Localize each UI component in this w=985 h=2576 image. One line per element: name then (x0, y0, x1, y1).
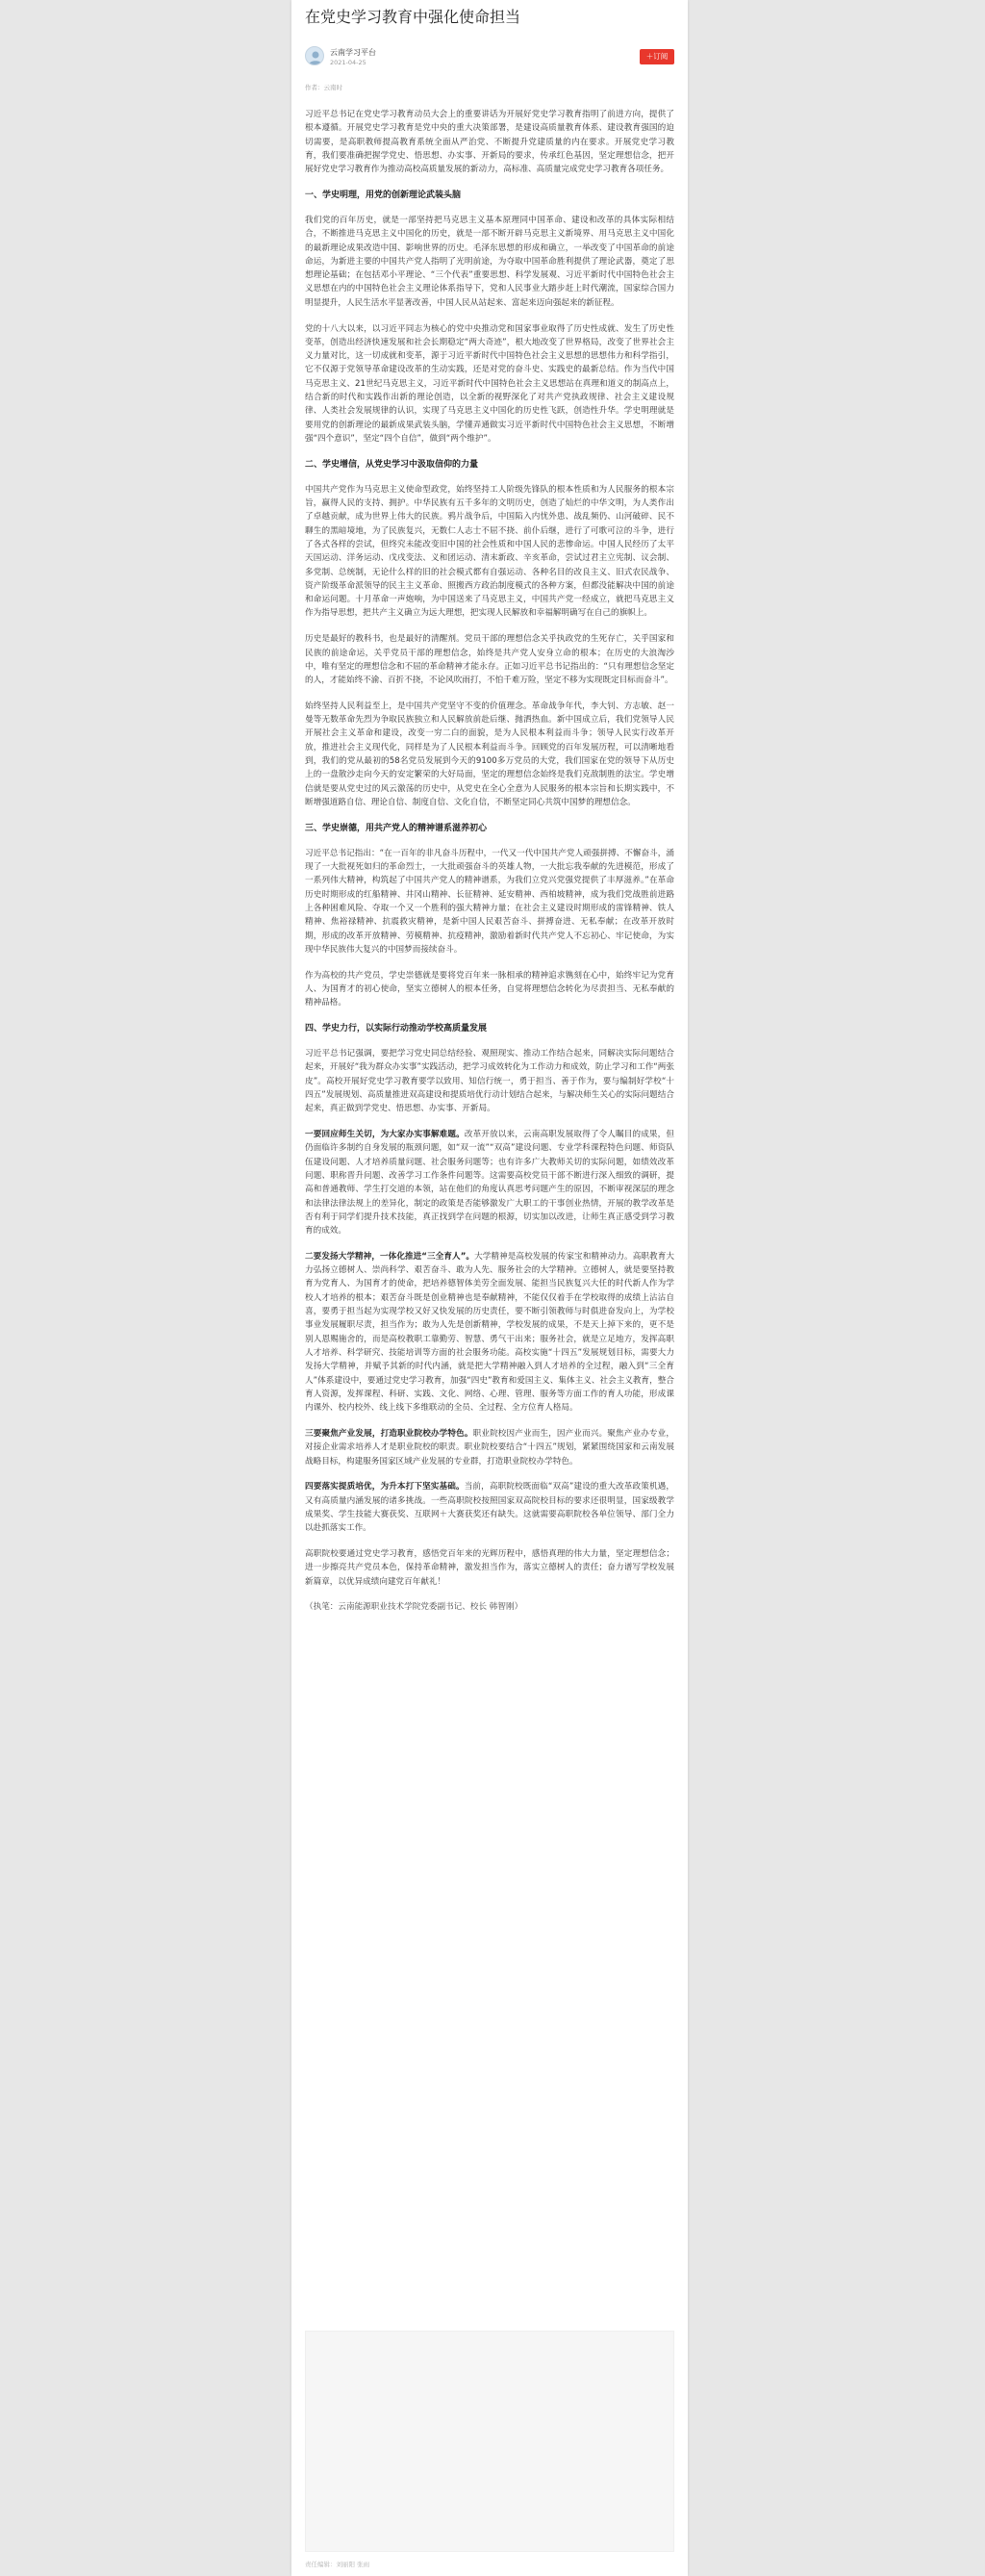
article-paragraph (305, 1427, 674, 1468)
intro-paragraph: 习近平总书记在党史学习教育动员大会上的重要讲话为开展好党史学习教育指明了前进方向，提供了根本遵循。开展党史学习教育是党中央的重大决策部署，是建设高质量教育体系、建设教育强国的迫切需要，是高职教师提高教育系统全面从严治党、不断提升党建质量的内在要求。开展党史学习教育，我们要准确把握学党史、悟思想、办实事、开新局的要求，传承红色基因，坚定理想信念，把开展好党史学习教育作为推动高校高质量发展的新动力，高标准、高质量完成党史学习教育各项任务。 (305, 110, 674, 175)
paragraph-lead: 三要聚焦产业发展，打造职业院校办学特色。 (305, 1428, 473, 1439)
article-paragraph: 中国共产党作为马克思主义使命型政党，始终坚持工人阶级先锋队的根本性质和为人民服务的根本宗旨，赢得人民的支持、拥护。中华民族有五千多年的文明历史，创造了灿烂的中华文明，为人类作出了卓越贡献，成为世界上伟大的民族。鸦片战争后，中国陷入内忧外患、战乱频仍、山河破碎、民不聊生的黑暗境地，为了民族复兴，无数仁人志士不屈不挠、前仆后继，进行了可歌可泣的斗争，进行了各式各样的尝试，但终究未能改变旧中国的社会性质和中国人民的悲惨命运。中国人民经历了太平天国运动、洋务运动、戊戌变法、义和团运动、清末新政、辛亥革命，尝试过君主立宪制、议会制、多党制、总统制，无论什么样的旧的社会模式都有自强运动、各种名目的改良主义、旧式农民战争、资产阶级革命派领导的民主主义革命、照搬西方政治制度模式的各种方案，但都没能解决中国的前途和命运问题。十月革命一声炮响，为中国送来了马克思主义，中国共产党一经成立，就把马克思主义作为指导思想，把共产主义确立为远大理想，把实现人民解放和幸福解明确写在自己的旗帜上。 (305, 484, 674, 619)
byline: 作者：云南时 (305, 84, 342, 91)
section-heading: 三、学史崇德，用共产党人的精神谱系滋养初心 (305, 823, 488, 833)
paragraph-lead: 二要发扬大学精神，一体化推进“三全育人”。 (305, 1251, 475, 1262)
author-avatar[interactable] (305, 46, 324, 65)
article-page (291, 0, 688, 2576)
article-paragraph: 习近平总书记强调，要把学习党史同总结经验、观照现实、推动工作结合起来，同解决实际问题结合起来，开展好“我为群众办实事”实践活动，把学习成效转化为工作动力和成效，防止学习和工作“两张皮”。高校开展好党史学习教育要学以致用、知信行统一，勇于担当、善于作为，要与编制好学校“十四五”发展规划、高质量推进双高建设和提质培优行动计划结合起来，与解决师生关心的实际问题结合起来，真正做到学党史、悟思想、办实事、开新局。 (305, 1049, 674, 1114)
content-placeholder (305, 2331, 674, 2552)
article-paragraph: 历史是最好的教科书，也是最好的清醒剂。党员干部的理想信念关乎执政党的生死存亡，关乎国家和民族的前途命运，关乎党员干部的理想信念，始终是共产党人安身立命的根本；在历史的大浪淘沙中，唯有坚定的理想信念和不屈的革命精神才能永存。正如习近平总书记指出的：“只有理想信念坚定的人，才能始终不渝、百折不挠，不论风吹雨打，不怕千难万险，坚定不移为实现既定目标而奋斗”。 (305, 634, 674, 686)
paragraph-lead: 四要落实提质培优，为升本打下坚实基础。 (305, 1482, 465, 1492)
article-paragraph (305, 1250, 674, 1416)
footer-note: 责任编辑：刘丽阳 张雨 (305, 2561, 370, 2568)
follow-button[interactable]: ＋订阅 (640, 49, 674, 64)
author-row (305, 42, 674, 71)
article-paragraph: 作为高校的共产党员，学史崇德就是要将党百年来一脉相承的精神追求镌刻在心中，始终牢记为党育人、为国育才的初心使命，坚实立德树人的根本任务，自觉将理想信念转化为尽责担当、无私奉献的精神品格。 (305, 970, 674, 1008)
article-body (305, 108, 674, 1626)
article-paragraph: 党的十八大以来，以习近平同志为核心的党中央推动党和国家事业取得了历史性成就、发生了历史性变革，创造出经济快速发展和社会长期稳定“两大奇迹”，根大地改变了世界格局，改变了世界社会主义力量对比，这一切成就和变革，源于习近平新时代中国特色社会主义思想的思想伟力和科学指引，它不仅源于党领导革命建设改革的生动实践，还是对党的奋斗史、实践史的最新总结。作为当代中国马克思主义、21世纪马克思主义，习近平新时代中国特色社会主义思想站在真理和道义的制高点上，结合新的时代和实践作出新的理论创造，以全新的视野深化了对共产党执政规律、社会主义建设规律、人类社会发展规律的认识，实现了马克思主义中国化的历史性飞跃，创造性升华。学史明理就是要用党的创新理论的最新成果武装头脑，学懂弄通做实习近平新时代中国特色社会主义思想，不断增强“四个意识”，坚定“四个自信”，做到“两个维护”。 (305, 323, 674, 444)
paragraph-lead: 一要回应师生关切，为大家办实事解难题。 (305, 1130, 465, 1140)
article-paragraph: 高职院校要通过党史学习教育，感悟党百年来的光辉历程中，感悟真理的伟大力量，坚定理想信念；进一步擦亮共产党员本色，保持革命精神，激发担当作为，落实立德树人的责任；奋力谱写学校发展新篇章，以优异成绩向建党百年献礼！ (305, 1549, 674, 1587)
article-paragraph (305, 1128, 674, 1237)
section-heading: 二、学史增信，从党史学习中汲取信仰的力量 (305, 459, 479, 470)
paragraph-text: 改革开放以来，云南高职发展取得了令人瞩目的成果，但仍面临许多制约自身发展的瓶颈问题，如“双一流”“双高”建设问题、专业学科课程特色问题、师资队伍建设问题、人才培养质量问题、社会服务问题等；也有许多广大教师关切的实际问题，如绩效改革问题、职称晋升问题、改善学习工作条件问题等。这需要高校党员干部不断进行深入细致的调研，提高和普通教师、学生打交道的本领，站在他们的角度认真思考问题产生的原因，不断审视深层的理念和法律法律法规上的差异化，制定的政策是否能够激发广大职工的干事创业热情，开展的教学改革是否有利于同学们提升技术技能，真正找到学在问题的根源，切实加以改进，让师生真正感受到学习教育的成效。 (305, 1130, 674, 1237)
author-signature: （执笔：云南能源职业技术学院党委副书记、校长 韩智刚） (305, 1602, 523, 1613)
user-icon (306, 47, 324, 65)
author-name[interactable]: 云南学习平台 (330, 48, 376, 57)
publish-date: 2021-04-25 (330, 59, 366, 66)
article-title: 在党史学习教育中强化使命担当 (305, 8, 521, 26)
section-heading: 一、学史明理，用党的创新理论武装头脑 (305, 190, 462, 200)
paragraph-text: 职业院校因产业而生，因产业而兴。聚焦产业办专业，对接企业需求培养人才是职业院校的职责。职业院校要结合“十四五”规划，紧紧围绕国家和云南发展战略目标，构建服务国家区域产业发展的专业群，打造职业院校办学特色。 (305, 1428, 674, 1467)
section-heading: 四、学史力行，以实际行动推动学校高质量发展 (305, 1024, 488, 1034)
paragraph-text: 当前，高职院校既面临“双高”建设的重大改革政策机遇，又有高质量内涵发展的诸多挑战。一些高职院校按照国家双高院校目标的要求还很明显，国家级教学成果奖、学生技能大赛获奖、互联网＋大赛获奖还有缺失。这就需要高职院校各单位领导、部门全力以赴抓落实工作。 (305, 1482, 674, 1534)
article-paragraph: 始终坚持人民利益至上，是中国共产党坚守不变的价值理念。革命战争年代，李大钊、方志敏、赵一曼等无数革命先烈为争取民族独立和人民解放前赴后继、抛洒热血。新中国成立后，我们党领导人民开展社会主义革命和建设，改变一穷二白的面貌，是为人民根本利益而斗争；领导人民实行改革开放，推进社会主义现代化，同样是为了人民根本利益而斗争。回顾党的百年发展历程，可以清晰地看到，我们的党从最初的58名党员发展到今天的9100多万党员的大党，我们国家在党的领导下从历史上的一盘散沙走向今天的安定繁荣的大好局面，坚定的理想信念始终是我们克敌制胜的法宝。学史增信就是要从党史过的风云激荡的历史中，从党史在全心全意为人民服务的根本宗旨和长期实践中，不断增强道路自信、理论自信、制度自信、文化自信，不断坚定同心共筑中国梦的理想信念。 (305, 701, 674, 807)
article-paragraph (305, 1480, 674, 1535)
article-paragraph: 习近平总书记指出：“在一百年的非凡奋斗历程中，一代又一代中国共产党人顽强拼搏、不懈奋斗，涌现了一大批视死如归的革命烈士，一大批顽强奋斗的英雄人物，一大批忘我奉献的先进模范，形成了一系列伟大精神，构筑起了中国共产党人的精神谱系，为我们立党兴党强党提供了丰厚滋养。”在革命历史时期形成的红船精神、井冈山精神、长征精神、延安精神、西柏坡精神，成为我们党战胜前进路上各种困难风险、夺取一个又一个胜利的强大精神力量；在社会主义建设时期形成的雷锋精神、铁人精神、焦裕禄精神、抗震救灾精神，是新中国人民艰苦奋斗、拼搏奋进、无私奉献；在改革开放时期，形成的改革开放精神、劳模精神、抗疫精神，激励着新时代共产党人不忘初心、牢记使命，为实现中华民族伟大复兴的中国梦而接续奋斗。 (305, 848, 674, 955)
article-paragraph: 我们党的百年历史，就是一部坚持把马克思主义基本原理同中国革命、建设和改革的具体实际相结合，不断推进马克思主义中国化的历史，就是一部不断开辟马克思主义新境界、用马克思主义中国化的最新理论成果改造中国、影响世界的历史。毛泽东思想的形成和确立，一举改变了中国革命的前途命运，为新进主要的中国共产党人指明了光明前途，为夺取中国革命胜利提供了理论武器，奠定了思想理论基础；在包括邓小平理论、“三个代表”重要思想、科学发展观、习近平新时代中国特色社会主义思想在内的中国特色社会主义理论体系指导下，党和人民事业大踏步赶上时代潮流，国家综合国力明显提升，人民生活水平显著改善，中国人民从站起来、富起来迈向强起来的新征程。 (305, 215, 674, 308)
paragraph-text: 大学精神是高校发展的传家宝和精神动力。高职教育大力弘扬立德树人、崇尚科学、艰苦奋斗、敢为人先、服务社会的大学精神。立德树人，就是要坚持教育为党育人、为国育才的使命，把培养德智体美劳全面发展、能担当民族复兴大任的时代新人作为学校人才培养的根本；艰苦奋斗既是创业精神也是奉献精神，不能仅仅着手在学校取得的成绩上沾沾自喜，要勇于担当起为实现学校又好又快发展的历史责任，要不断引领教师与时俱进奋发向上，为学校事业发展履职尽责，担当作为；敢为人先是创新精神，学校发展的成果，不是天上掉下来的，更不是别人恩赐施舍的，而是高校教职工靠勤劳、智慧、勇气干出来；服务社会，就是立足地方，发挥高职人才培养、科学研究、技能培训等方面的社会服务功能。高校实施“十四五”发展规划目标，需要大力发扬大学精神，并赋予其新的时代内涵，就是把大学精神融入到人才培养的全过程，融入到“三全育人”体系建设中，要通过党史学习教育，加强“四史”教育和爱国主义、集体主义、社会主义教育，整合育人资源，发挥课程、科研、实践、文化、网络、心理、管理、服务等方面工作的育人功能，形成课内课外、校内校外、线上线下多维联动的全员、全过程、全方位育人格局。 (305, 1251, 674, 1414)
